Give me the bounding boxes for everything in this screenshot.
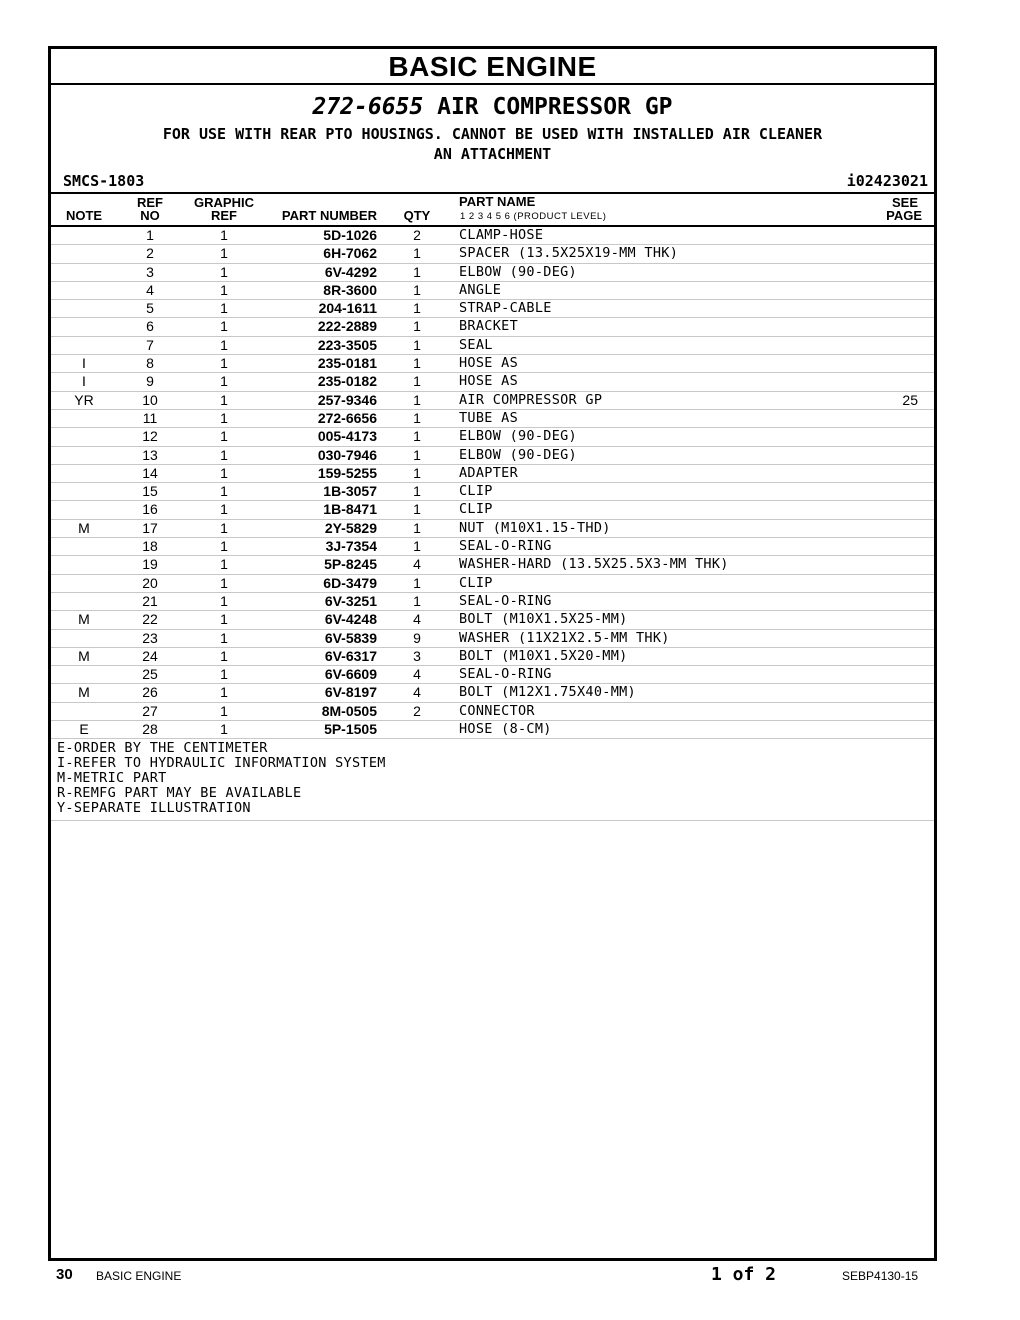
table-row (51, 520, 934, 538)
table-row (51, 666, 934, 684)
qty-cell: 1 (413, 574, 421, 591)
part-number-cell: 6V-6317 (324, 647, 377, 664)
graphic-ref-cell: 1 (220, 336, 228, 353)
table-row (51, 556, 934, 574)
header-see-bottom: PAGE (886, 208, 922, 223)
qty-cell: 4 (413, 556, 421, 573)
header-part-number: PART NUMBER (281, 208, 377, 223)
graphic-ref-cell: 1 (220, 373, 228, 390)
parts-table-body (51, 227, 934, 739)
note-cell: I (82, 373, 86, 390)
ref-no-cell: 5 (146, 300, 154, 317)
part-name-cell: HOSE AS (459, 373, 518, 390)
part-number-cell: 6V-4248 (324, 611, 377, 628)
part-name-cell: NUT (M10X1.15-THD) (459, 519, 611, 536)
qty-cell: 1 (413, 446, 421, 463)
part-number-cell: 5P-8245 (324, 556, 377, 573)
header-qty: QTY (403, 208, 431, 223)
header-graphic-bottom: REF (211, 208, 237, 223)
part-number-cell: 5P-1505 (324, 721, 377, 738)
note-cell: YR (74, 391, 94, 408)
header-product-level: 1 2 3 4 5 6 (PRODUCT LEVEL) (460, 211, 607, 222)
part-name-cell: CLIP (459, 483, 493, 500)
part-number-cell: 6V-5839 (324, 629, 377, 646)
graphic-ref-cell: 1 (220, 409, 228, 426)
table-row (51, 465, 934, 483)
part-name-cell: ELBOW (90-DEG) (459, 446, 577, 463)
graphic-ref-cell: 1 (220, 428, 228, 445)
table-row (51, 483, 934, 501)
graphic-ref-cell: 1 (220, 629, 228, 646)
ref-no-cell: 28 (142, 721, 158, 738)
part-number-cell: 257-9346 (317, 391, 377, 408)
see-page-cell: 25 (902, 391, 918, 408)
table-row (51, 703, 934, 721)
ref-no-cell: 4 (146, 281, 154, 298)
header-part-name: PART NAME (459, 194, 536, 209)
description-line: FOR USE WITH REAR PTO HOUSINGS. CANNOT BE USED WITH INSTALLED AIR CLEANER (162, 125, 823, 143)
group-title (51, 94, 934, 120)
part-number-cell: 6V-8197 (324, 684, 377, 701)
qty-cell: 1 (413, 281, 421, 298)
table-row (51, 264, 934, 282)
graphic-ref-cell: 1 (220, 519, 228, 536)
graphic-ref-cell: 1 (220, 446, 228, 463)
note-cell: M (78, 684, 90, 701)
smcs-row (51, 170, 934, 192)
qty-cell: 1 (413, 409, 421, 426)
part-number-cell: 5D-1026 (323, 227, 377, 243)
graphic-ref-cell: 1 (220, 684, 228, 701)
part-number-cell: 222-2889 (317, 318, 377, 335)
qty-cell: 3 (413, 647, 421, 664)
table-row (51, 227, 934, 245)
qty-cell: 4 (413, 666, 421, 683)
table-row (51, 648, 934, 666)
qty-cell: 1 (413, 263, 421, 280)
ref-no-cell: 27 (142, 702, 158, 719)
header-ref-bottom: NO (140, 208, 160, 223)
graphic-ref-cell: 1 (220, 245, 228, 262)
graphic-ref-cell: 1 (220, 538, 228, 555)
part-name-cell: SEAL-O-RING (459, 592, 552, 609)
part-name-cell: CONNECTOR (459, 702, 535, 719)
table-row (51, 630, 934, 648)
smcs-code: SMCS-1803 (63, 172, 145, 190)
document-identifier: i02423021 (846, 172, 928, 190)
part-name-cell: ELBOW (90-DEG) (459, 263, 577, 280)
table-row (51, 337, 934, 355)
note-cell: M (78, 647, 90, 664)
part-number-cell: 1B-8471 (323, 501, 377, 518)
part-number-cell: 6H-7062 (323, 245, 377, 262)
ref-no-cell: 24 (142, 647, 158, 664)
page-footer (0, 1262, 1020, 1292)
part-number-cell: 2Y-5829 (324, 519, 377, 536)
ref-no-cell: 20 (142, 574, 158, 591)
qty-cell: 4 (413, 684, 421, 701)
qty-cell: 1 (413, 355, 421, 372)
ref-no-cell: 17 (142, 519, 158, 536)
ref-no-cell: 13 (142, 446, 158, 463)
note-line: M-METRIC PART (57, 770, 167, 787)
part-name-cell: HOSE AS (459, 355, 518, 372)
header-ref-top: REF (137, 195, 163, 210)
ref-no-cell: 21 (142, 592, 158, 609)
group-part-number: 272-6655 (312, 94, 424, 120)
table-row (51, 373, 934, 391)
part-name-cell: SEAL-O-RING (459, 666, 552, 683)
qty-cell: 1 (413, 245, 421, 262)
qty-cell: 1 (413, 391, 421, 408)
ref-no-cell: 9 (146, 373, 154, 390)
ref-no-cell: 14 (142, 464, 158, 481)
part-number-cell: 6D-3479 (323, 574, 377, 591)
table-row (51, 392, 934, 410)
table-header (51, 192, 934, 227)
part-number-cell: 223-3505 (317, 336, 377, 353)
part-name-cell: ANGLE (459, 281, 502, 298)
table-row (51, 575, 934, 593)
ref-no-cell: 7 (146, 336, 154, 353)
table-row (51, 684, 934, 702)
part-name-cell: BOLT (M10X1.5X20-MM) (459, 647, 628, 664)
ref-no-cell: 19 (142, 556, 158, 573)
part-number-cell: 204-1611 (318, 300, 377, 317)
graphic-ref-cell: 1 (220, 391, 228, 408)
header-graphic-top: GRAPHIC (194, 195, 254, 210)
header-note: NOTE (65, 208, 103, 223)
note-cell: I (82, 355, 86, 372)
part-number-cell: 6V-3251 (324, 592, 377, 609)
part-number-cell: 272-6656 (317, 409, 377, 426)
ref-no-cell: 22 (142, 611, 158, 628)
part-name-cell: SEAL-O-RING (459, 538, 552, 555)
part-number-cell: 3J-7354 (325, 538, 377, 555)
part-name-cell: TUBE AS (459, 409, 518, 426)
footer-page-number: 30 (56, 1266, 73, 1283)
qty-cell: 1 (413, 483, 421, 500)
part-name-cell: AIR COMPRESSOR GP (459, 391, 603, 408)
graphic-ref-cell: 1 (220, 300, 228, 317)
table-row (51, 447, 934, 465)
qty-cell: 1 (413, 501, 421, 518)
table-row (51, 611, 934, 629)
note-cell: M (78, 519, 90, 536)
table-row (51, 501, 934, 519)
table-row (51, 318, 934, 336)
table-row (51, 428, 934, 446)
part-number-cell: 235-0182 (317, 373, 377, 390)
note-line: E-ORDER BY THE CENTIMETER (57, 740, 268, 757)
footer-page-of: 1 of 2 (711, 1264, 777, 1285)
graphic-ref-cell: 1 (220, 556, 228, 573)
graphic-ref-cell: 1 (220, 483, 228, 500)
part-number-cell: 6V-6609 (324, 666, 377, 683)
note-line: R-REMFG PART MAY BE AVAILABLE (57, 785, 302, 802)
table-row (51, 721, 934, 739)
ref-no-cell: 3 (146, 263, 154, 280)
graphic-ref-cell: 1 (220, 721, 228, 738)
part-number-cell: 159-5255 (317, 464, 377, 481)
part-name-cell: WASHER-HARD (13.5X25.5X3-MM THK) (459, 556, 729, 573)
qty-cell: 1 (413, 318, 421, 335)
qty-cell: 1 (413, 336, 421, 353)
ref-no-cell: 23 (142, 629, 158, 646)
graphic-ref-cell: 1 (220, 318, 228, 335)
ref-no-cell: 10 (142, 391, 158, 408)
qty-cell: 1 (413, 428, 421, 445)
part-name-cell: BRACKET (459, 318, 518, 335)
graphic-ref-cell: 1 (220, 464, 228, 481)
graphic-ref-cell: 1 (220, 702, 228, 719)
graphic-ref-cell: 1 (220, 263, 228, 280)
ref-no-cell: 8 (146, 355, 154, 372)
part-number-cell: 6V-4292 (324, 263, 377, 280)
table-row (51, 245, 934, 263)
part-name-cell: CLIP (459, 501, 493, 518)
footer-section: BASIC ENGINE (96, 1269, 182, 1283)
part-name-cell: ELBOW (90-DEG) (459, 428, 577, 445)
part-name-cell: CLAMP-HOSE (459, 227, 544, 243)
part-name-cell: CLIP (459, 574, 493, 591)
part-name-cell: BOLT (M10X1.5X25-MM) (459, 611, 628, 628)
graphic-ref-cell: 1 (220, 227, 228, 243)
footer-document-id: SEBP4130-15 (842, 1269, 919, 1283)
table-row (51, 538, 934, 556)
table-row (51, 410, 934, 428)
header-see-top: SEE (891, 195, 918, 210)
part-number-cell: 1B-3057 (323, 483, 377, 500)
part-number-cell: 030-7946 (317, 446, 377, 463)
part-number-cell: 8R-3600 (323, 281, 377, 298)
ref-no-cell: 6 (146, 318, 154, 335)
notes-legend (51, 739, 934, 821)
part-name-cell: WASHER (11X21X2.5-MM THK) (459, 629, 670, 646)
qty-cell: 1 (413, 300, 421, 317)
part-name-cell: SPACER (13.5X25X19-MM THK) (459, 245, 679, 262)
ref-no-cell: 11 (142, 409, 158, 426)
ref-no-cell: 18 (142, 538, 158, 555)
ref-no-cell: 1 (146, 227, 154, 243)
qty-cell: 2 (413, 702, 421, 719)
note-line: I-REFER TO HYDRAULIC INFORMATION SYSTEM (57, 755, 386, 772)
qty-cell: 1 (413, 592, 421, 609)
graphic-ref-cell: 1 (220, 501, 228, 518)
qty-cell: 4 (413, 611, 421, 628)
ref-no-cell: 26 (142, 684, 158, 701)
note-cell: M (78, 611, 90, 628)
ref-no-cell: 12 (142, 428, 158, 445)
ref-no-cell: 16 (142, 501, 158, 518)
qty-cell: 1 (413, 373, 421, 390)
note-line: Y-SEPARATE ILLUSTRATION (57, 800, 251, 817)
qty-cell: 1 (413, 538, 421, 555)
section-title: BASIC ENGINE (51, 49, 934, 85)
parts-page-frame (48, 46, 937, 1261)
table-row (51, 355, 934, 373)
graphic-ref-cell: 1 (220, 355, 228, 372)
group-name: AIR COMPRESSOR GP (437, 94, 673, 120)
part-number-cell: 005-4173 (317, 428, 377, 445)
part-name-cell: ADAPTER (459, 464, 518, 481)
graphic-ref-cell: 1 (220, 647, 228, 664)
part-name-cell: BOLT (M12X1.75X40-MM) (459, 684, 636, 701)
note-cell: E (79, 721, 89, 738)
part-number-cell: 8M-0505 (321, 702, 377, 719)
ref-no-cell: 2 (146, 245, 154, 262)
graphic-ref-cell: 1 (220, 574, 228, 591)
graphic-ref-cell: 1 (220, 666, 228, 683)
table-row (51, 593, 934, 611)
qty-cell: 1 (413, 519, 421, 536)
graphic-ref-cell: 1 (220, 281, 228, 298)
part-name-cell: STRAP-CABLE (459, 300, 552, 317)
graphic-ref-cell: 1 (220, 611, 228, 628)
qty-cell: 1 (413, 464, 421, 481)
part-name-cell: SEAL (459, 336, 493, 353)
qty-cell: 9 (413, 629, 421, 646)
graphic-ref-cell: 1 (220, 592, 228, 609)
table-row (51, 300, 934, 318)
table-row (51, 282, 934, 300)
part-number-cell: 235-0181 (317, 355, 377, 372)
ref-no-cell: 15 (142, 483, 158, 500)
qty-cell: 2 (413, 227, 421, 243)
group-description (51, 124, 934, 164)
ref-no-cell: 25 (142, 666, 158, 683)
part-name-cell: HOSE (8-CM) (459, 721, 552, 738)
description-line: AN ATTACHMENT (433, 145, 552, 163)
